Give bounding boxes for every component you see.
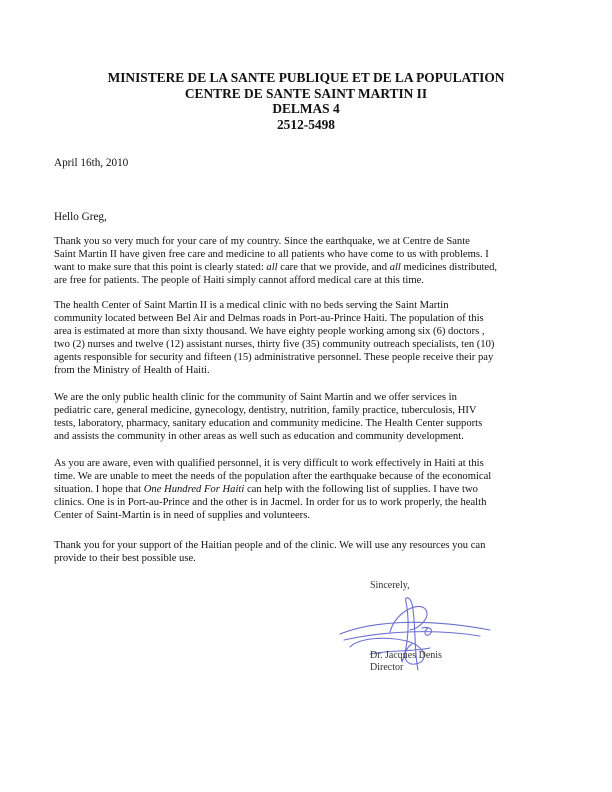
paragraph-1-emphasis-1: all xyxy=(266,261,278,273)
signatory xyxy=(370,650,442,673)
paragraph-1 xyxy=(54,236,560,288)
organization-name: One Hundred For Haiti xyxy=(143,483,245,495)
paragraph-3: We are the only public health clinic for the community of Saint Martin and we offer services in pediatric care, general medicine, gynecology, dentistry, nutrition, family practice, tuberculosis, HIV tests, laboratory, pharmacy, sanitary education and community medicine. The Health Center supports and assists the community in other areas as well such as education and community development. xyxy=(54,392,483,442)
paragraph-1-text-e: medicines distributed, are free for patients. The people of Haiti simply cannot afford medical care at this time. xyxy=(54,261,498,286)
paragraph-4-text-a: As you are aware, even with qualified personnel, it is very difficult to work effectively in Haiti at this time. We are unable to meet the needs of the population after the earthquake because of the economical situation. I hope that xyxy=(54,458,492,495)
ministry-name: MINISTERE DE LA SANTE PUBLIQUE ET DE LA POPULATION xyxy=(107,70,505,85)
signatory-title: Director xyxy=(370,661,404,673)
paragraph-1-emphasis-2: all xyxy=(389,261,401,273)
paragraph-2: The health Center of Saint Martin II is a medical clinic with no beds serving the Saint Martin community located between Bel Air and Delmas roads in Port-au-Prince Haiti. The population of this area is estimated at more than sixty thousand. We have eighty people working among six (6) doctors , two (2) nurses and twelve (12) assistant nurses, thirty five (35) community outreach specialists, ten (10) agents responsible for security and fifteen (15) administrative personnel. These people receive their pay from the Ministry of Health of Haiti. xyxy=(54,300,495,376)
greeting: Hello Greg, xyxy=(54,211,107,223)
center-location: DELMAS 4 xyxy=(272,101,340,116)
letter-date: April 16th, 2010 xyxy=(54,157,129,169)
paragraph-5: Thank you for your support of the Haitian people and of the clinic. We will use any resources you can provide to their best possible use. xyxy=(54,540,486,564)
letterhead xyxy=(0,70,612,132)
center-name: CENTRE DE SANTE SAINT MARTIN II xyxy=(184,85,428,101)
closing: Sincerely, xyxy=(370,580,410,591)
paragraph-4-text-c: can help with the following list of supplies. I have two clinics. One is in Port-au-Prince and the other is in Jacmel. In order for us to work properly, the health Center of Saint-Martin is in need of supplies and volunteers. xyxy=(54,483,487,521)
paragraph-1-text-a: Thank you so very much for your care of my country. Since the earthquake, we at Centre de Sante Saint Martin II have given free care and medicine to all patients who have come to us with problems. I want to make sure that this point is clearly stated: xyxy=(54,236,489,273)
signatory-name: Dr. Jacques Denis xyxy=(370,650,442,661)
center-phone: 2512-5498 xyxy=(276,116,336,132)
paragraph-1-text-c: care that we provide, and xyxy=(277,261,390,273)
paragraph-4 xyxy=(54,458,560,523)
